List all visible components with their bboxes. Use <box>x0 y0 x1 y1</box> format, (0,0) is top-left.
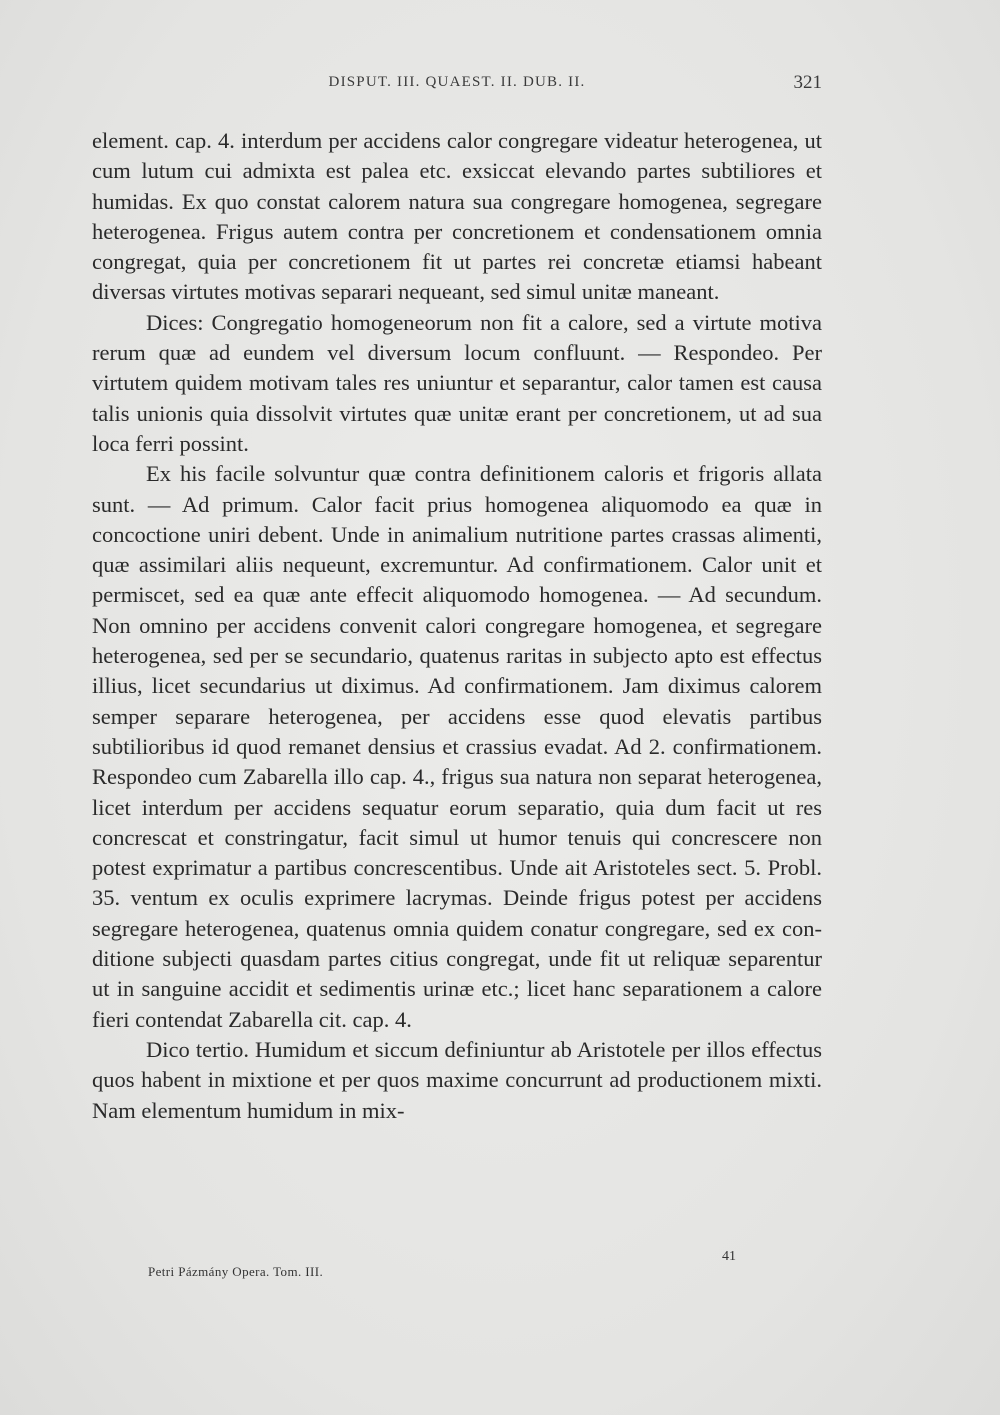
paragraph-dico-tertio: Dico tertio. Humidum et siccum definiuntur ab Aristotele per illos effectus quos habent in mixtione et per quos maxime concurrunt ad productionem mixti. Nam elementum humidum in mix- <box>92 1036 822 1123</box>
running-title: DISPUT. III. QUAEST. II. DUB. II. <box>328 74 586 90</box>
imprint-line: Petri Pázmány Opera. Tom. III. <box>148 1264 324 1279</box>
paragraph-dices: Dices: Congregatio homogeneorum non fit a calore, sed a virtute motiva rerum quæ ad eundem vel diversum locum confluunt. — Respondeo. Per virtutem quidem motivam tales res uniuntur et separantur, calor tamen est causa talis unionis quia dissolvit virtutes quæ unitæ erant per concretionem, ut ad sua loca ferri possint. <box>92 309 822 456</box>
signature-mark: 41 <box>722 1249 736 1264</box>
paragraph-continuation: element. cap. 4. interdum per accidens calor congregare videatur heterogenea, ut cum lutum cui admixta est palea etc. exsiccat elevando partes subtiliores et humidas. Ex quo constat calorem natura sua congregare homogenea, segregare heterogenea. Frigus autem contra per concretionem et condensationem omnia congregat, quia per concretionem fit ut partes rei concretæ etiamsi habeant diversas virtutes motivas separari nequeant, sed simul unitæ maneant. <box>92 128 822 305</box>
page-number: 321 <box>793 72 822 93</box>
body-text <box>92 126 822 1126</box>
paragraph-ex-his: Ex his facile solvuntur quæ contra definitionem caloris et frigoris allata sunt. — Ad primum. Calor facit prius homogenea aliquomodo ea quæ in concoctione uniri debent. Unde in animalium nutritione partes crassas alimenti, quæ assimilari aliis nequeunt, excremuntur. Ad confirmationem. Calor unit et permiscet, sed ea quæ ante effecit aliquomodo homogenea. — Ad secundum. Non omnino per accidens convenit calori congregare homogenea, et segregare heterogenea, sed per se secundario, quatenus raritas in subjecto apto est effectus illius, licet secundarius ut diximus. Ad confirmationem. Jam diximus calorem semper separare heterogenea, per accidens esse quod elevatis partibus subtilioribus id quod remanet densius et crassius evadat. Ad 2. confirmationem. Respondeo cum Zabarella illo cap. 4., frigus sua natura non separat heterogenea, licet interdum per accidens sequatur eorum separatio, quia dum facit ut res concrescat et constringatur, facit simul ut humor tenuis qui concrescere non potest exprimatur a partibus concrescentibus. Unde ait Aristoteles sect. 5. Probl. 35. ventum ex oculis exprimere lacrymas. Deinde frigus potest per accidens segregare heterogenea, quatenus omnia quidem conatur congregare, sed ex conditione subjecti quasdam partes citius congregat, unde fit ut reliquæ separentur ut in sanguine accidit et sedimentis urinæ etc.; licet hanc separationem a calore fieri contendat Zabarella cit. cap. 4. <box>92 461 822 1032</box>
running-head <box>92 74 822 100</box>
